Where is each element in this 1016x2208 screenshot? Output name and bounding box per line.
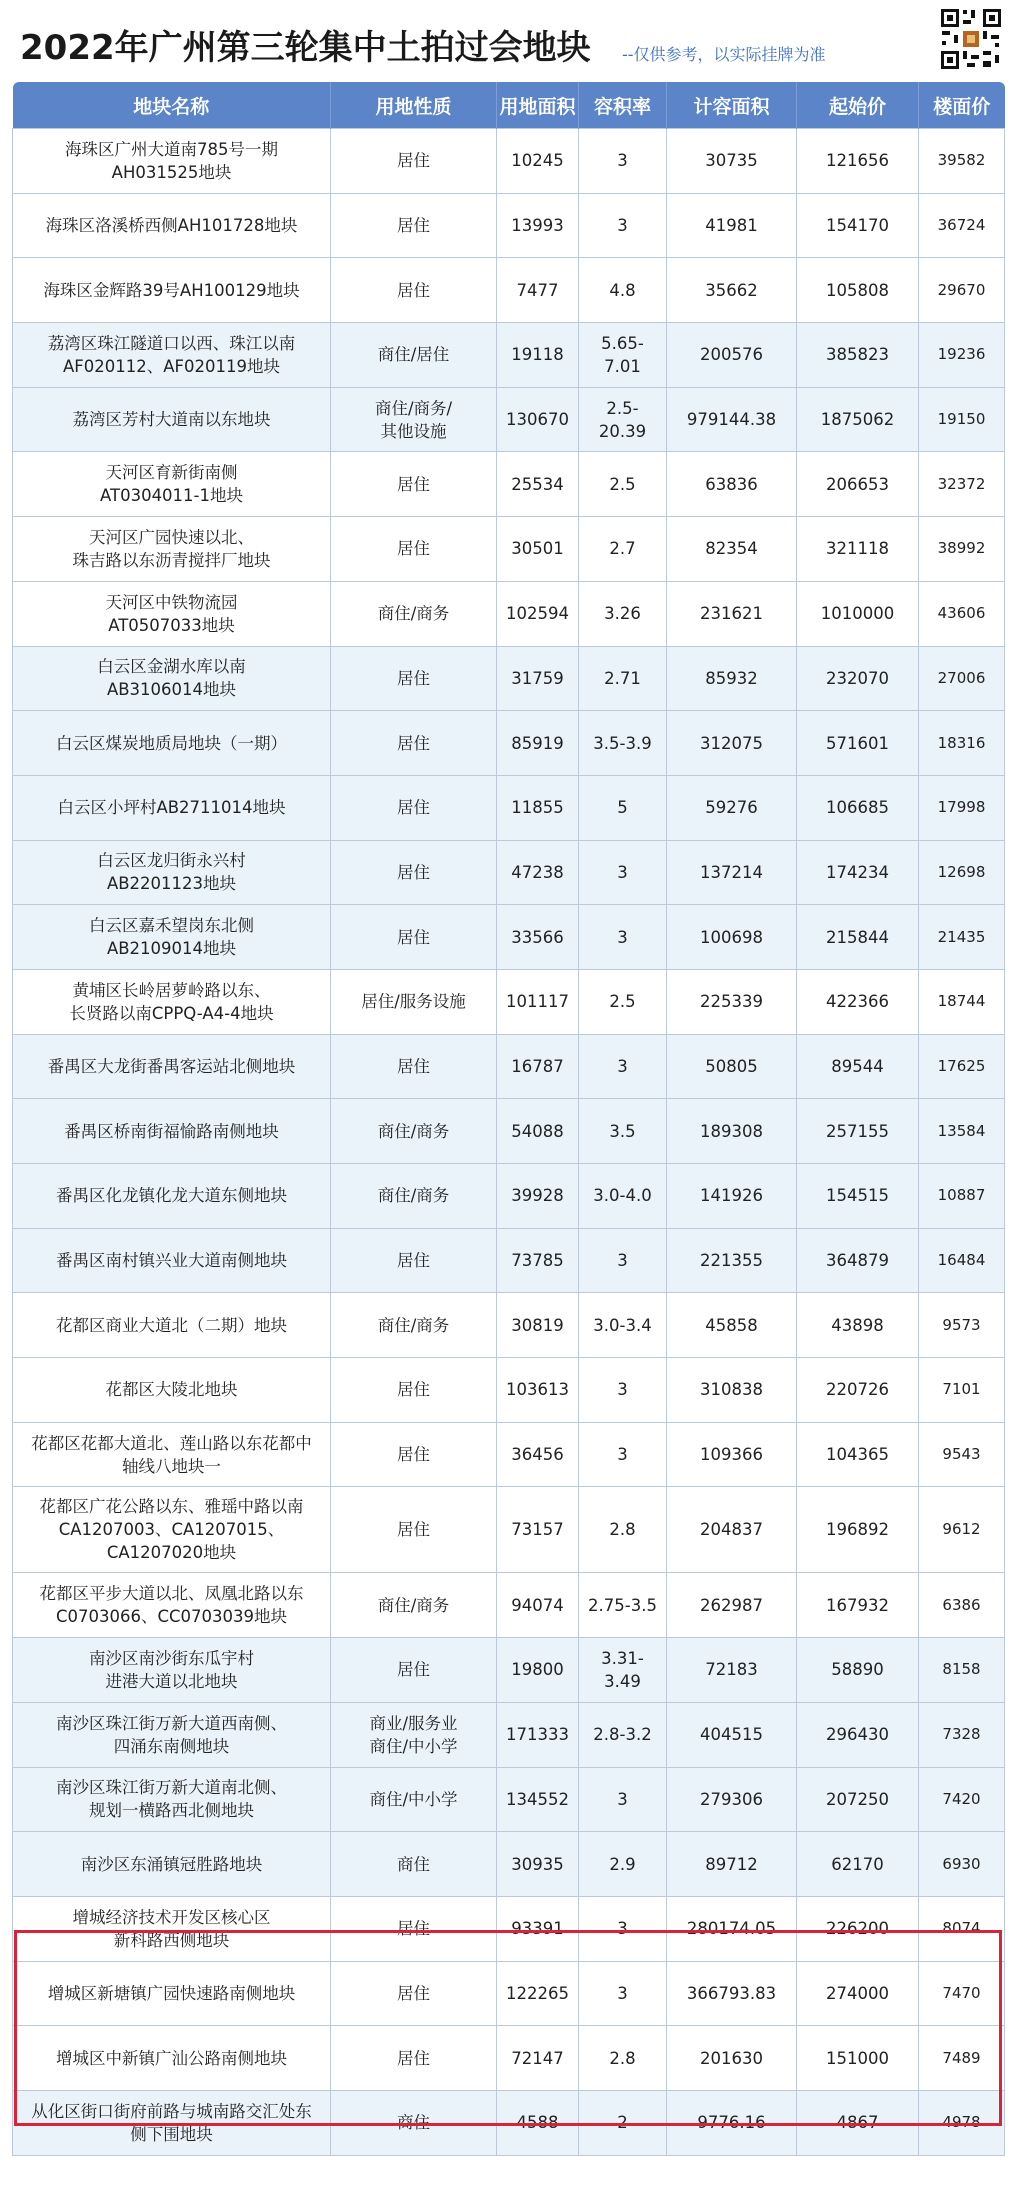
cell-price: 1875062 — [797, 387, 919, 452]
cell-far: 3 — [579, 1358, 667, 1423]
cell-name: 白云区龙归街永兴村 AB2201123地块 — [13, 840, 331, 905]
cell-price: 154170 — [797, 193, 919, 258]
cell-far: 3.0-4.0 — [579, 1164, 667, 1229]
cell-far: 3.5-3.9 — [579, 711, 667, 776]
cell-area: 39928 — [497, 1164, 579, 1229]
cell-far: 3.26 — [579, 581, 667, 646]
cell-gfa: 225339 — [667, 969, 797, 1034]
cell-price: 321118 — [797, 517, 919, 582]
cell-name: 番禺区化龙镇化龙大道东侧地块 — [13, 1164, 331, 1229]
cell-gfa: 85932 — [667, 646, 797, 711]
cell-name: 花都区大陵北地块 — [13, 1358, 331, 1423]
cell-area: 30935 — [497, 1832, 579, 1897]
cell-area: 72147 — [497, 2026, 579, 2091]
table-row — [13, 258, 1005, 323]
cell-unit-price: 29670 — [919, 258, 1005, 323]
cell-price: 1010000 — [797, 581, 919, 646]
cell-far: 3 — [579, 840, 667, 905]
cell-area: 4588 — [497, 2090, 579, 2155]
cell-price: 364879 — [797, 1228, 919, 1293]
cell-unit-price: 6930 — [919, 1832, 1005, 1897]
cell-use: 居住 — [331, 775, 497, 840]
cell-far: 3 — [579, 1767, 667, 1832]
cell-name: 增城区新塘镇广园快速路南侧地块 — [13, 1961, 331, 2026]
cell-gfa: 141926 — [667, 1164, 797, 1229]
cell-unit-price: 4978 — [919, 2090, 1005, 2155]
cell-use: 商业/服务业 商住/中小学 — [331, 1702, 497, 1767]
table-row — [13, 711, 1005, 776]
cell-use: 居住 — [331, 1638, 497, 1703]
cell-unit-price: 10887 — [919, 1164, 1005, 1229]
cell-name: 番禺区大龙街番禺客运站北侧地块 — [13, 1034, 331, 1099]
table-row — [13, 452, 1005, 517]
table-row — [13, 840, 1005, 905]
cell-gfa: 366793.83 — [667, 1961, 797, 2026]
cell-price: 105808 — [797, 258, 919, 323]
cell-name: 花都区平步大道以北、凤凰北路以东 C0703066、CC0703039地块 — [13, 1573, 331, 1638]
table-row — [13, 905, 1005, 970]
cell-use: 居住 — [331, 1896, 497, 1961]
cell-area: 19118 — [497, 323, 579, 388]
cell-gfa: 310838 — [667, 1358, 797, 1423]
column-header-gfa: 计容面积 — [667, 82, 797, 129]
cell-unit-price: 7328 — [919, 1702, 1005, 1767]
cell-area: 36456 — [497, 1422, 579, 1487]
cell-gfa: 50805 — [667, 1034, 797, 1099]
cell-far: 3 — [579, 193, 667, 258]
cell-area: 13993 — [497, 193, 579, 258]
table-row — [13, 1164, 1005, 1229]
cell-gfa: 9776.16 — [667, 2090, 797, 2155]
cell-use: 商住/商务 — [331, 1164, 497, 1229]
cell-price: 104365 — [797, 1422, 919, 1487]
cell-name: 天河区育新街南侧 AT0304011-1地块 — [13, 452, 331, 517]
cell-unit-price: 13584 — [919, 1099, 1005, 1164]
cell-name: 花都区商业大道北（二期）地块 — [13, 1293, 331, 1358]
cell-name: 花都区花都大道北、莲山路以东花都中 轴线八地块一 — [13, 1422, 331, 1487]
cell-price: 274000 — [797, 1961, 919, 2026]
cell-gfa: 201630 — [667, 2026, 797, 2091]
cell-use: 商住/商务 — [331, 1293, 497, 1358]
cell-price: 174234 — [797, 840, 919, 905]
cell-far: 2.7 — [579, 517, 667, 582]
cell-area: 19800 — [497, 1638, 579, 1703]
cell-area: 102594 — [497, 581, 579, 646]
cell-area: 30819 — [497, 1293, 579, 1358]
cell-name: 天河区广园快速以北、 珠吉路以东沥青搅拌厂地块 — [13, 517, 331, 582]
cell-use: 居住 — [331, 840, 497, 905]
cell-price: 121656 — [797, 129, 919, 194]
cell-far: 4.8 — [579, 258, 667, 323]
cell-name: 天河区中铁物流园 AT0507033地块 — [13, 581, 331, 646]
cell-unit-price: 32372 — [919, 452, 1005, 517]
cell-name: 海珠区金辉路39号AH100129地块 — [13, 258, 331, 323]
column-header-area: 用地面积 — [497, 82, 579, 129]
cell-gfa: 189308 — [667, 1099, 797, 1164]
cell-name: 白云区嘉禾望岗东北侧 AB2109014地块 — [13, 905, 331, 970]
cell-far: 2.8 — [579, 1487, 667, 1573]
cell-price: 257155 — [797, 1099, 919, 1164]
table-row — [13, 1293, 1005, 1358]
cell-area: 93391 — [497, 1896, 579, 1961]
cell-price: 106685 — [797, 775, 919, 840]
cell-name: 南沙区珠江街万新大道南北侧、 规划一横路西北侧地块 — [13, 1767, 331, 1832]
table-row — [13, 1961, 1005, 2026]
cell-gfa: 109366 — [667, 1422, 797, 1487]
cell-unit-price: 7101 — [919, 1358, 1005, 1423]
cell-use: 居住 — [331, 452, 497, 517]
cell-price: 385823 — [797, 323, 919, 388]
cell-area: 10245 — [497, 129, 579, 194]
cell-use: 商住/商务 — [331, 581, 497, 646]
cell-use: 商住/居住 — [331, 323, 497, 388]
cell-unit-price: 7489 — [919, 2026, 1005, 2091]
cell-unit-price: 9573 — [919, 1293, 1005, 1358]
cell-unit-price: 9612 — [919, 1487, 1005, 1573]
cell-unit-price: 7470 — [919, 1961, 1005, 2026]
cell-area: 103613 — [497, 1358, 579, 1423]
cell-unit-price: 38992 — [919, 517, 1005, 582]
cell-gfa: 59276 — [667, 775, 797, 840]
cell-unit-price: 16484 — [919, 1228, 1005, 1293]
cell-area: 171333 — [497, 1702, 579, 1767]
column-header-unit-price: 楼面价 — [919, 82, 1005, 129]
table-row — [13, 1099, 1005, 1164]
cell-gfa: 72183 — [667, 1638, 797, 1703]
cell-use: 居住/服务设施 — [331, 969, 497, 1034]
cell-area: 47238 — [497, 840, 579, 905]
column-header-price: 起始价 — [797, 82, 919, 129]
cell-far: 2.8-3.2 — [579, 1702, 667, 1767]
cell-price: 4867 — [797, 2090, 919, 2155]
cell-gfa: 89712 — [667, 1832, 797, 1897]
cell-price: 167932 — [797, 1573, 919, 1638]
cell-use: 居住 — [331, 905, 497, 970]
cell-price: 232070 — [797, 646, 919, 711]
table-row — [13, 387, 1005, 452]
cell-gfa: 262987 — [667, 1573, 797, 1638]
cell-gfa: 45858 — [667, 1293, 797, 1358]
table-row — [13, 1034, 1005, 1099]
cell-gfa: 82354 — [667, 517, 797, 582]
cell-use: 商住/商务/ 其他设施 — [331, 387, 497, 452]
cell-far: 3 — [579, 129, 667, 194]
table-row — [13, 517, 1005, 582]
cell-name: 南沙区东涌镇冠胜路地块 — [13, 1832, 331, 1897]
table-row — [13, 969, 1005, 1034]
table-row — [13, 1832, 1005, 1897]
cell-gfa: 200576 — [667, 323, 797, 388]
cell-use: 居住 — [331, 1358, 497, 1423]
cell-far: 2.71 — [579, 646, 667, 711]
cell-price: 571601 — [797, 711, 919, 776]
cell-far: 2.5 — [579, 452, 667, 517]
cell-gfa: 404515 — [667, 1702, 797, 1767]
cell-name: 海珠区洛溪桥西侧AH101728地块 — [13, 193, 331, 258]
table-row — [13, 2090, 1005, 2155]
table-row — [13, 1358, 1005, 1423]
cell-price: 43898 — [797, 1293, 919, 1358]
table-row — [13, 193, 1005, 258]
table-row — [13, 2026, 1005, 2091]
table-row — [13, 1487, 1005, 1573]
cell-unit-price: 17998 — [919, 775, 1005, 840]
cell-area: 54088 — [497, 1099, 579, 1164]
cell-name: 黄埔区长岭居萝岭路以东、 长贤路以南CPPQ-A4-4地块 — [13, 969, 331, 1034]
cell-price: 62170 — [797, 1832, 919, 1897]
cell-unit-price: 18316 — [919, 711, 1005, 776]
cell-name: 南沙区珠江街万新大道西南侧、 四涌东南侧地块 — [13, 1702, 331, 1767]
cell-area: 25534 — [497, 452, 579, 517]
table-row — [13, 1896, 1005, 1961]
cell-price: 226200 — [797, 1896, 919, 1961]
cell-gfa: 221355 — [667, 1228, 797, 1293]
table-row — [13, 581, 1005, 646]
cell-gfa: 137214 — [667, 840, 797, 905]
cell-use: 居住 — [331, 517, 497, 582]
cell-area: 16787 — [497, 1034, 579, 1099]
cell-far: 3 — [579, 1034, 667, 1099]
cell-unit-price: 18744 — [919, 969, 1005, 1034]
cell-area: 101117 — [497, 969, 579, 1034]
cell-far: 2.5 — [579, 969, 667, 1034]
cell-far: 5 — [579, 775, 667, 840]
table-row — [13, 1228, 1005, 1293]
cell-far: 2 — [579, 2090, 667, 2155]
cell-name: 荔湾区珠江隧道口以西、珠江以南 AF020112、AF020119地块 — [13, 323, 331, 388]
column-header-use: 用地性质 — [331, 82, 497, 129]
cell-far: 2.8 — [579, 2026, 667, 2091]
cell-far: 2.75-3.5 — [579, 1573, 667, 1638]
cell-gfa: 279306 — [667, 1767, 797, 1832]
cell-gfa: 63836 — [667, 452, 797, 517]
cell-gfa: 231621 — [667, 581, 797, 646]
cell-gfa: 30735 — [667, 129, 797, 194]
cell-gfa: 312075 — [667, 711, 797, 776]
cell-unit-price: 36724 — [919, 193, 1005, 258]
table-row — [13, 1702, 1005, 1767]
cell-price: 207250 — [797, 1767, 919, 1832]
cell-unit-price: 8074 — [919, 1896, 1005, 1961]
cell-unit-price: 8158 — [919, 1638, 1005, 1703]
table-row — [13, 775, 1005, 840]
cell-price: 89544 — [797, 1034, 919, 1099]
cell-name: 南沙区南沙街东瓜宇村 进港大道以北地块 — [13, 1638, 331, 1703]
cell-unit-price: 43606 — [919, 581, 1005, 646]
cell-use: 居住 — [331, 2026, 497, 2091]
cell-area: 7477 — [497, 258, 579, 323]
cell-name: 白云区煤炭地质局地块（一期） — [13, 711, 331, 776]
table-row — [13, 1573, 1005, 1638]
cell-price: 422366 — [797, 969, 919, 1034]
cell-price: 296430 — [797, 1702, 919, 1767]
cell-area: 122265 — [497, 1961, 579, 2026]
table-row — [13, 323, 1005, 388]
cell-price: 151000 — [797, 2026, 919, 2091]
cell-area: 30501 — [497, 517, 579, 582]
cell-name: 番禺区桥南街福愉路南侧地块 — [13, 1099, 331, 1164]
cell-unit-price: 27006 — [919, 646, 1005, 711]
cell-unit-price: 12698 — [919, 840, 1005, 905]
cell-area: 33566 — [497, 905, 579, 970]
table-row — [13, 1422, 1005, 1487]
cell-area: 130670 — [497, 387, 579, 452]
cell-gfa: 100698 — [667, 905, 797, 970]
cell-unit-price: 21435 — [919, 905, 1005, 970]
cell-unit-price: 9543 — [919, 1422, 1005, 1487]
cell-area: 11855 — [497, 775, 579, 840]
cell-name: 增城经济技术开发区核心区 新科路西侧地块 — [13, 1896, 331, 1961]
cell-unit-price: 17625 — [919, 1034, 1005, 1099]
cell-far: 2.5-20.39 — [579, 387, 667, 452]
cell-gfa: 204837 — [667, 1487, 797, 1573]
cell-name: 增城区中新镇广汕公路南侧地块 — [13, 2026, 331, 2091]
cell-name: 白云区小坪村AB2711014地块 — [13, 775, 331, 840]
cell-far: 3.0-3.4 — [579, 1293, 667, 1358]
page-subtitle: --仅供参考，以实际挂牌为准 — [622, 45, 826, 64]
cell-unit-price: 19236 — [919, 323, 1005, 388]
cell-area: 85919 — [497, 711, 579, 776]
cell-use: 居住 — [331, 1034, 497, 1099]
page-header — [0, 0, 1016, 80]
page-title: 2022年广州第三轮集中土拍过会地块 — [20, 28, 591, 68]
table-row — [13, 1767, 1005, 1832]
cell-unit-price: 7420 — [919, 1767, 1005, 1832]
cell-price: 154515 — [797, 1164, 919, 1229]
cell-name: 从化区街口街府前路与城南路交汇处东 侧下围地块 — [13, 2090, 331, 2155]
cell-name: 白云区金湖水库以南 AB3106014地块 — [13, 646, 331, 711]
cell-use: 商住 — [331, 1832, 497, 1897]
cell-name: 番禺区南村镇兴业大道南侧地块 — [13, 1228, 331, 1293]
cell-gfa: 35662 — [667, 258, 797, 323]
cell-far: 3.31-3.49 — [579, 1638, 667, 1703]
cell-use: 居住 — [331, 258, 497, 323]
cell-use: 居住 — [331, 1961, 497, 2026]
cell-far: 3 — [579, 1961, 667, 2026]
cell-use: 居住 — [331, 646, 497, 711]
cell-area: 73157 — [497, 1487, 579, 1573]
cell-use: 商住/商务 — [331, 1573, 497, 1638]
cell-use: 商住/中小学 — [331, 1767, 497, 1832]
cell-far: 3 — [579, 1896, 667, 1961]
cell-price: 196892 — [797, 1487, 919, 1573]
cell-price: 220726 — [797, 1358, 919, 1423]
cell-use: 居住 — [331, 1422, 497, 1487]
cell-use: 商住/商务 — [331, 1099, 497, 1164]
cell-price: 58890 — [797, 1638, 919, 1703]
cell-unit-price: 6386 — [919, 1573, 1005, 1638]
cell-gfa: 979144.38 — [667, 387, 797, 452]
cell-use: 商住 — [331, 2090, 497, 2155]
cell-price: 206653 — [797, 452, 919, 517]
land-parcel-table — [12, 82, 1005, 2156]
cell-gfa: 280174.05 — [667, 1896, 797, 1961]
cell-area: 73785 — [497, 1228, 579, 1293]
cell-unit-price: 39582 — [919, 129, 1005, 194]
cell-gfa: 41981 — [667, 193, 797, 258]
qr-code-icon[interactable] — [938, 6, 1004, 72]
cell-far: 3 — [579, 1228, 667, 1293]
table-row — [13, 129, 1005, 194]
cell-use: 居住 — [331, 711, 497, 776]
cell-name: 海珠区广州大道南785号一期 AH031525地块 — [13, 129, 331, 194]
cell-unit-price: 19150 — [919, 387, 1005, 452]
cell-use: 居住 — [331, 1487, 497, 1573]
table-header-row — [13, 82, 1005, 129]
column-header-name: 地块名称 — [13, 82, 331, 129]
cell-far: 2.9 — [579, 1832, 667, 1897]
cell-far: 3 — [579, 905, 667, 970]
cell-far: 5.65-7.01 — [579, 323, 667, 388]
column-header-far: 容积率 — [579, 82, 667, 129]
cell-far: 3.5 — [579, 1099, 667, 1164]
cell-price: 215844 — [797, 905, 919, 970]
cell-use: 居住 — [331, 193, 497, 258]
cell-far: 3 — [579, 1422, 667, 1487]
cell-area: 31759 — [497, 646, 579, 711]
cell-name: 荔湾区芳村大道南以东地块 — [13, 387, 331, 452]
cell-area: 134552 — [497, 1767, 579, 1832]
table-row — [13, 646, 1005, 711]
cell-use: 居住 — [331, 1228, 497, 1293]
cell-name: 花都区广花公路以东、雅瑶中路以南 CA1207003、CA1207015、 CA1207020地块 — [13, 1487, 331, 1573]
table-row — [13, 1638, 1005, 1703]
cell-area: 94074 — [497, 1573, 579, 1638]
cell-use: 居住 — [331, 129, 497, 194]
